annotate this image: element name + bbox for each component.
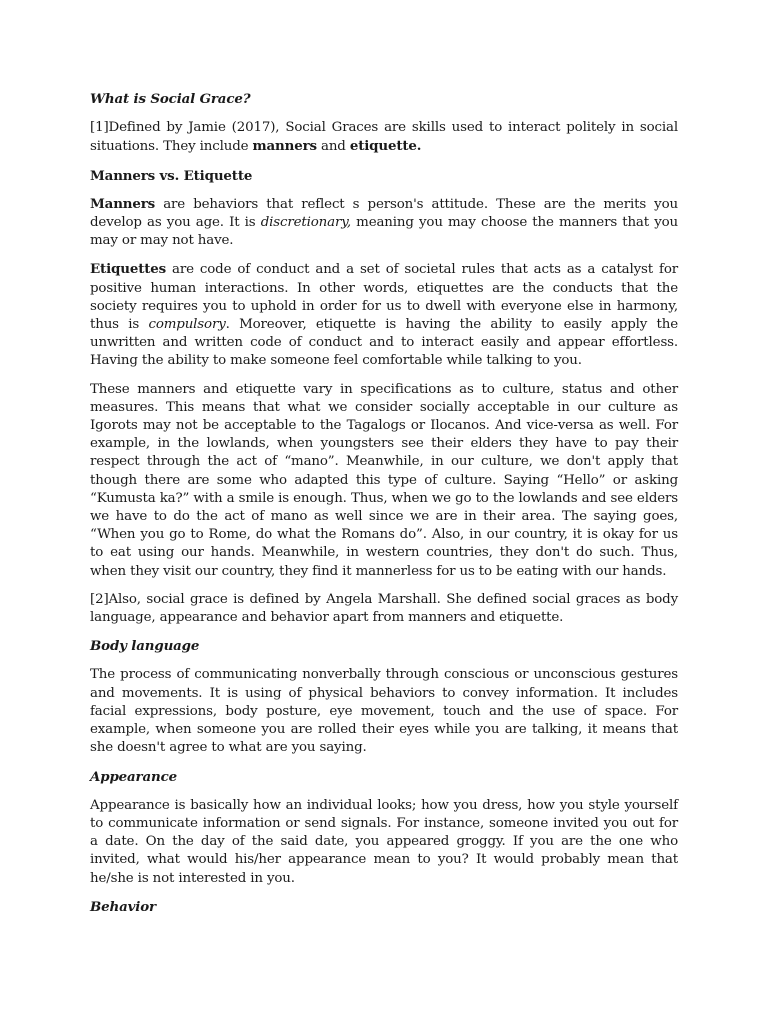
intro-and: and: [316, 139, 350, 155]
etiquettes-italic-term: compulsory: [148, 317, 226, 333]
heading-appearance: Appearance: [90, 768, 177, 785]
manners-text-1: are behaviors that reflect s person's attitude. These are the merits you develop as you age. It is: [90, 196, 678, 231]
heading-what-is-social-grace: What is Social Grace?: [90, 91, 251, 107]
etiquettes-text-2: . Moreover, etiquette is having the ability to easily apply the unwritten and written code of conduct and to interact easily and appear effortless. Having the ability to make someone feel comfortable while talking to you.: [90, 317, 678, 369]
etiquettes-text-1: are code of conduct and a set of societal rules that acts as a catalyst for positive human interactions. In other words, etiquettes are the conducts that the society requires you to uphold in order for us to dwell with everyone else in harmony, thus is: [90, 262, 678, 333]
appearance-paragraph: Appearance is basically how an individual looks; how you dress, how you style yourself to communicate information or send signals. For instance, someone invited you out for a date. On the day of the said date, you appeared groggy. If you are the one who invited, what would his/her appearance mean to you? It would probably mean that he/she is not interested in you.: [90, 797, 678, 886]
intro-bold-manners: manners: [252, 138, 317, 155]
manners-paragraph: [90, 195, 678, 251]
body-language-paragraph: The process of communicating nonverbally through conscious or unconscious gestures and movements. It is using of physical behaviors to convey information. It includes facial expressions, body posture, eye movement, touch and the use of space. For example, when someone you are rolled their eyes while you are talking, it means that she doesn't agree to what are you saying.: [90, 667, 678, 756]
intro-paragraph: [90, 119, 678, 156]
etiquettes-paragraph: [90, 260, 678, 370]
heading-body-language: Body language: [90, 638, 200, 655]
intro-text: [1]Defined by Jamie (2017), Social Graces are skills used to interact politely in social situations. They include: [90, 120, 678, 155]
manners-term: Manners: [90, 195, 156, 212]
heading-manners-vs-etiquette: Manners vs. Etiquette: [90, 167, 253, 184]
culture-paragraph: These manners and etiquette vary in specifications as to culture, status and other measures. This means that what we consider socially acceptable in our culture as Igorots may not be acceptable to the Tagalogs or Ilocanos. And vice-versa as well. For example, in the lowlands, when youngsters see their elders they have to pay their respect through the act of “mano”. Meanwhile, in our culture, we don't apply that though there are some who adapted this type of culture. Saying “Hello” or asking “Kumusta ka?” with a smile is enough. Thus, when we go to the lowlands and see elders we have to do the act of mano as well since we are in their area. The saying goes, “When you go to Rome, do what the Romans do”. Also, in our country, it is okay for us to eat using our hands. Meanwhile, in western countries, they don't do such. Thus, when they visit our country, they find it mannerless for us to be eating with our hands.: [90, 381, 678, 579]
etiquettes-term: Etiquettes: [90, 261, 167, 278]
marshall-paragraph: [2]Also, social grace is defined by Angela Marshall. She defined social graces as body language, appearance and behavior apart from manners and etiquette.: [90, 591, 678, 626]
document-page: [90, 90, 678, 926]
intro-bold-etiquette: etiquette.: [349, 138, 422, 155]
manners-text-2: meaning you may choose the manners that you may or may not have.: [90, 215, 678, 249]
manners-italic-term: discretionary,: [260, 215, 351, 231]
heading-behavior: Behavior: [90, 898, 156, 915]
